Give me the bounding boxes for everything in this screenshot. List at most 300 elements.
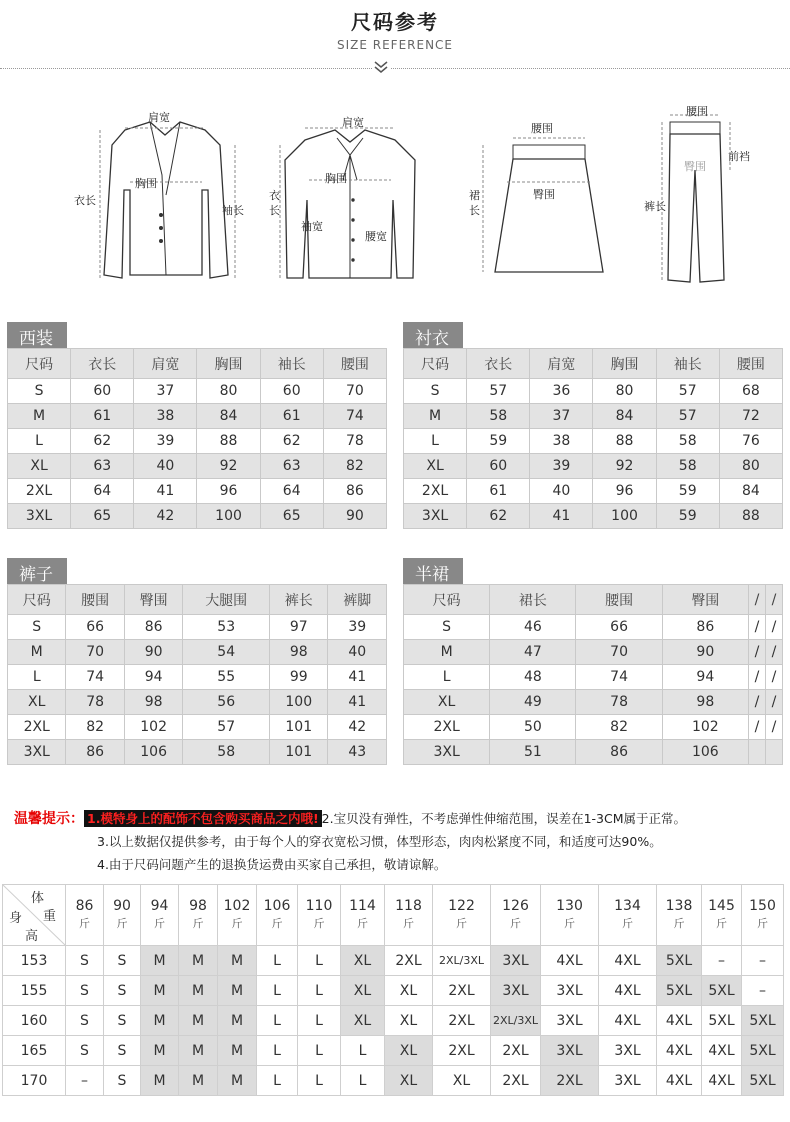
table-cell: / [765,615,782,640]
tip-note-4: 4.由于尺码问题产生的退换货运费由买家自己承担，敬请谅解。 [97,857,447,872]
size-cell: XL [385,1006,433,1036]
weight-value: 110 [305,898,333,914]
size-cell: 2XL [433,1036,491,1066]
size-cell: S [104,1066,141,1096]
table-row [8,429,387,454]
table-cell: 57 [467,379,530,404]
table-row [404,454,783,479]
weight-unit: 斤 [456,917,467,930]
tip-note-2: 2.宝贝没有弹性，不考虑弹性伸缩范围，误差在1-3CM属于正常。 [321,811,687,826]
size-cell: 2XL [433,1006,491,1036]
table-cell: 97 [270,615,328,640]
table-cell: L [404,429,467,454]
table-cell: M [8,404,71,429]
table-cell: 61 [260,404,323,429]
table-row [8,665,387,690]
table-cell: 101 [270,740,328,765]
height-cell: 170 [3,1066,66,1096]
table-cell: 55 [183,665,270,690]
table-header-row [8,585,387,615]
weight-unit: 斤 [357,917,368,930]
column-header: 衣长 [71,349,134,379]
size-cell: 3XL [541,976,599,1006]
table-row [8,479,387,504]
tip-note-3: 3.以上数据仅提供参考，由于每个人的穿衣宽松习惯，体型形态，肉肉松紧度不同，和适度可达90%。 [97,834,662,849]
table-cell: 40 [134,454,197,479]
table-cell: 42 [134,504,197,529]
weight-header [541,885,599,946]
size-cell: 2XL [541,1066,599,1096]
weight-value: 106 [263,898,291,914]
height-cell: 160 [3,1006,66,1036]
table-cell: 88 [197,429,260,454]
table-cell: 57 [183,715,270,740]
table-cell: / [765,665,782,690]
table-cell: 74 [576,665,662,690]
table-cell: 98 [662,690,748,715]
label-length: 衣长 [269,189,280,217]
table-cell: 46 [490,615,576,640]
table-cell: 70 [576,640,662,665]
table-cell: 90 [323,504,386,529]
table-cell: / [748,715,765,740]
table-cell: 58 [467,404,530,429]
table-cell: 86 [66,740,124,765]
table-cell: 94 [662,665,748,690]
table-cell: 48 [490,665,576,690]
size-cell: 3XL [491,946,541,976]
weight-header [742,885,784,946]
table-cell: 102 [124,715,182,740]
table-cell: 106 [124,740,182,765]
table-cell: 50 [490,715,576,740]
tip-note-1: 1.模特身上的配饰不包含购买商品之内哦! [84,810,322,827]
table-cell: 64 [71,479,134,504]
size-cell: S [104,1036,141,1066]
table-cell: / [748,665,765,690]
table-cell: 82 [576,715,662,740]
table-cell: / [748,690,765,715]
column-header: 腰围 [719,349,782,379]
table-cell: 58 [656,454,719,479]
table-cell: 100 [197,504,260,529]
table-row [404,690,783,715]
table-cell: 88 [593,429,656,454]
weight-value: 150 [749,898,776,914]
table-cell: M [404,640,490,665]
weight-header [599,885,657,946]
size-cell: S [66,946,104,976]
table-cell: 40 [530,479,593,504]
size-cell: L [257,946,298,976]
weight-header [385,885,433,946]
weight-value: 134 [614,898,641,914]
table-cell: 94 [124,665,182,690]
table-cell: 38 [530,429,593,454]
weight-value: 122 [448,898,475,914]
table-cell: / [748,640,765,665]
table-cell: 72 [719,404,782,429]
table-row [8,690,387,715]
size-cell: M [218,1036,257,1066]
fit-row [3,1006,784,1036]
table-cell: 82 [66,715,124,740]
label-hip: 臀围 [533,188,555,201]
size-cell: L [298,1036,341,1066]
table-cell: 42 [328,715,387,740]
table-cell: 100 [593,504,656,529]
table-cell: 102 [662,715,748,740]
table-cell: / [765,715,782,740]
column-header: 尺码 [8,349,71,379]
table-cell: 61 [71,404,134,429]
size-cell: XL [385,1036,433,1066]
size-cell: XL [433,1066,491,1096]
table-row [404,379,783,404]
table-cell: 3XL [8,740,66,765]
table-cell: 84 [197,404,260,429]
label-length: 裙长 [469,189,480,217]
table-row [404,615,783,640]
table-cell: M [8,640,66,665]
table-cell: 39 [134,429,197,454]
size-cell: S [104,946,141,976]
table-cell: 41 [134,479,197,504]
suit-table-title: 西装 [7,322,67,348]
table-row [8,404,387,429]
table-row [404,504,783,529]
table-cell: 39 [328,615,387,640]
header-divider [0,68,790,69]
size-cell: M [218,946,257,976]
label-hip: 臀围 [684,160,706,173]
weight-unit: 斤 [757,917,768,930]
column-header: 胸围 [197,349,260,379]
table-cell: 56 [183,690,270,715]
table-cell: 90 [662,640,748,665]
label-chest: 胸围 [325,172,347,185]
table-cell: 62 [260,429,323,454]
size-cell: M [179,946,218,976]
table-cell: L [8,665,66,690]
weight-value: 90 [113,898,131,914]
column-header: 大腿围 [183,585,270,615]
table-cell: 36 [530,379,593,404]
column-header: 臀围 [662,585,748,615]
page-header [0,6,790,52]
table-cell: 58 [183,740,270,765]
table-cell: 47 [490,640,576,665]
size-cell: L [257,1006,298,1036]
table-cell: 3XL [404,740,490,765]
table-cell: XL [8,454,71,479]
weight-header [141,885,179,946]
size-cell: XL [385,1066,433,1096]
weight-value: 114 [349,898,376,914]
weight-value: 118 [395,898,422,914]
size-cell: M [218,1006,257,1036]
label-sleeve-width: 袖宽 [301,220,323,233]
table-cell: 90 [124,640,182,665]
table-cell: 92 [593,454,656,479]
table-cell: 98 [270,640,328,665]
table-cell: 59 [656,504,719,529]
table-cell: 39 [530,454,593,479]
size-cell: – [66,1066,104,1096]
table-cell: 3XL [404,504,467,529]
column-header: 衣长 [467,349,530,379]
shirt-table-title: 衬衣 [403,322,463,348]
table-cell: 70 [323,379,386,404]
table-cell: 41 [328,690,387,715]
table-row [404,429,783,454]
label-chest: 胸围 [135,177,157,190]
column-header: 袖长 [260,349,323,379]
size-cell: – [742,976,784,1006]
table-row [404,640,783,665]
fit-header-row [3,885,784,946]
table-row [8,504,387,529]
size-cell: – [702,946,742,976]
fit-row [3,946,784,976]
table-cell: 106 [662,740,748,765]
table-cell: 57 [656,404,719,429]
fit-row [3,976,784,1006]
size-cell: S [104,1006,141,1036]
fit-row [3,1066,784,1096]
weight-header [657,885,702,946]
table-cell: 86 [576,740,662,765]
size-cell: M [179,1066,218,1096]
label-rise: 前裆 [728,150,750,163]
weight-unit: 斤 [271,917,283,930]
table-cell: 63 [260,454,323,479]
column-header: 尺码 [404,349,467,379]
size-cell: 4XL [599,976,657,1006]
table-header-row [404,349,783,379]
label-sleeve: 袖长 [222,204,244,217]
table-cell: 53 [183,615,270,640]
table-row [404,740,783,765]
table-cell [748,740,765,765]
size-cell: S [104,976,141,1006]
weight-value: 98 [189,898,207,914]
table-cell: S [8,379,71,404]
column-header: 腰围 [323,349,386,379]
column-header: 臀围 [124,585,182,615]
page-title: 尺码参考 [351,10,439,34]
table-cell: 66 [576,615,662,640]
size-cell: M [179,976,218,1006]
weight-header [179,885,218,946]
table-row [8,715,387,740]
table-row [404,665,783,690]
page-subtitle: SIZE REFERENCE [336,38,454,52]
corner-height-label-2: 高 [25,929,39,944]
table-cell: 86 [662,615,748,640]
table-cell: 43 [328,740,387,765]
chevron-down-icon [372,58,390,76]
height-weight-fit-table [2,884,784,1096]
weight-unit: 斤 [116,917,128,930]
column-header: 袖长 [656,349,719,379]
table-cell: 60 [467,454,530,479]
table-cell: 80 [197,379,260,404]
height-cell: 165 [3,1036,66,1066]
suit-illustration [70,100,260,290]
table-cell: M [404,404,467,429]
table-row [8,454,387,479]
shirt-size-table [403,348,783,529]
column-header: 尺码 [404,585,490,615]
label-shoulder: 肩宽 [342,116,364,129]
table-cell: XL [404,690,490,715]
column-header: 胸围 [593,349,656,379]
label-length: 裤长 [644,200,666,213]
weight-unit: 斤 [154,917,165,930]
table-row [404,479,783,504]
table-cell: 59 [467,429,530,454]
table-cell: 3XL [8,504,71,529]
size-cell: 4XL [599,946,657,976]
size-cell: M [179,1006,218,1036]
table-cell: 101 [270,715,328,740]
weight-unit: 斤 [79,917,90,930]
table-cell: 2XL [404,479,467,504]
size-cell: 3XL [541,1036,599,1066]
table-cell: 78 [576,690,662,715]
weight-header [218,885,257,946]
size-cell: 4XL [541,946,599,976]
weight-header [298,885,341,946]
size-cell: XL [341,976,385,1006]
table-cell: 37 [134,379,197,404]
table-cell: 54 [183,640,270,665]
table-cell: 62 [467,504,530,529]
weight-header [257,885,298,946]
size-cell: M [141,1006,179,1036]
skirt-diagram [465,110,615,290]
weight-header [491,885,541,946]
size-cell: 2XL [433,976,491,1006]
column-header: 肩宽 [530,349,593,379]
table-row [404,404,783,429]
table-cell: 86 [323,479,386,504]
size-cell: XL [385,976,433,1006]
height-cell: 153 [3,946,66,976]
weight-value: 126 [502,898,529,914]
size-cell: 5XL [742,1036,784,1066]
size-cell: 5XL [702,976,742,1006]
table-cell: / [748,615,765,640]
fit-row [3,1036,784,1066]
corner-weight-label: 体 [31,891,45,906]
size-cell: 5XL [657,976,702,1006]
label-waist: 腰围 [686,105,708,118]
table-cell: 82 [323,454,386,479]
table-cell: L [404,665,490,690]
size-cell: L [298,976,341,1006]
table-cell: 80 [719,454,782,479]
size-cell: 2XL [491,1066,541,1096]
table-row [8,640,387,665]
size-cell: M [179,1036,218,1066]
weight-unit: 斤 [510,917,521,930]
table-cell: 78 [66,690,124,715]
table-cell: S [404,379,467,404]
weight-value: 145 [708,898,735,914]
size-cell: 4XL [657,1066,702,1096]
skirt-table-title: 半裙 [403,558,463,584]
size-cell: 5XL [702,1006,742,1036]
table-cell: 74 [323,404,386,429]
table-cell: 2XL [8,715,66,740]
table-cell: 99 [270,665,328,690]
size-cell: M [218,1066,257,1096]
table-cell: 92 [197,454,260,479]
corner-cell [3,885,66,946]
table-cell: 41 [328,665,387,690]
weight-header [433,885,491,946]
weight-unit: 斤 [622,917,633,930]
weight-unit: 斤 [673,917,685,930]
size-cell: M [141,1066,179,1096]
table-cell: 66 [66,615,124,640]
size-cell: 3XL [491,976,541,1006]
column-header: 裤长 [270,585,328,615]
size-cell: L [298,946,341,976]
column-header: 尺码 [8,585,66,615]
table-cell: / [765,690,782,715]
table-cell: 64 [260,479,323,504]
size-cell: 4XL [702,1066,742,1096]
size-cell: M [141,976,179,1006]
column-header: 裤脚 [328,585,387,615]
corner-weight-label-2: 重 [43,909,57,924]
table-cell: 65 [260,504,323,529]
pants-diagram [640,100,770,295]
size-cell: 3XL [541,1006,599,1036]
pants-table-title: 裤子 [7,558,67,584]
size-cell: 4XL [702,1036,742,1066]
size-cell: – [742,946,784,976]
weight-unit: 斤 [403,917,414,930]
table-cell: 86 [124,615,182,640]
table-cell: 74 [66,665,124,690]
table-cell: 96 [197,479,260,504]
table-cell: 80 [593,379,656,404]
table-cell: 2XL [8,479,71,504]
size-cell: 4XL [657,1006,702,1036]
size-cell: 4XL [599,1006,657,1036]
table-cell: 60 [71,379,134,404]
table-cell: 58 [656,429,719,454]
weight-unit: 斤 [231,917,243,930]
skirt-size-table [403,584,783,765]
weight-value: 86 [75,898,94,914]
size-cell: L [257,1066,298,1096]
table-cell: 37 [530,404,593,429]
size-cell: S [66,1036,104,1066]
weight-header [702,885,742,946]
size-cell: XL [341,946,385,976]
suit-size-table [7,348,387,529]
table-cell: 40 [328,640,387,665]
column-header: 裙长 [490,585,576,615]
label-shoulder: 肩宽 [148,111,170,124]
height-cell: 155 [3,976,66,1006]
column-header: 肩宽 [134,349,197,379]
